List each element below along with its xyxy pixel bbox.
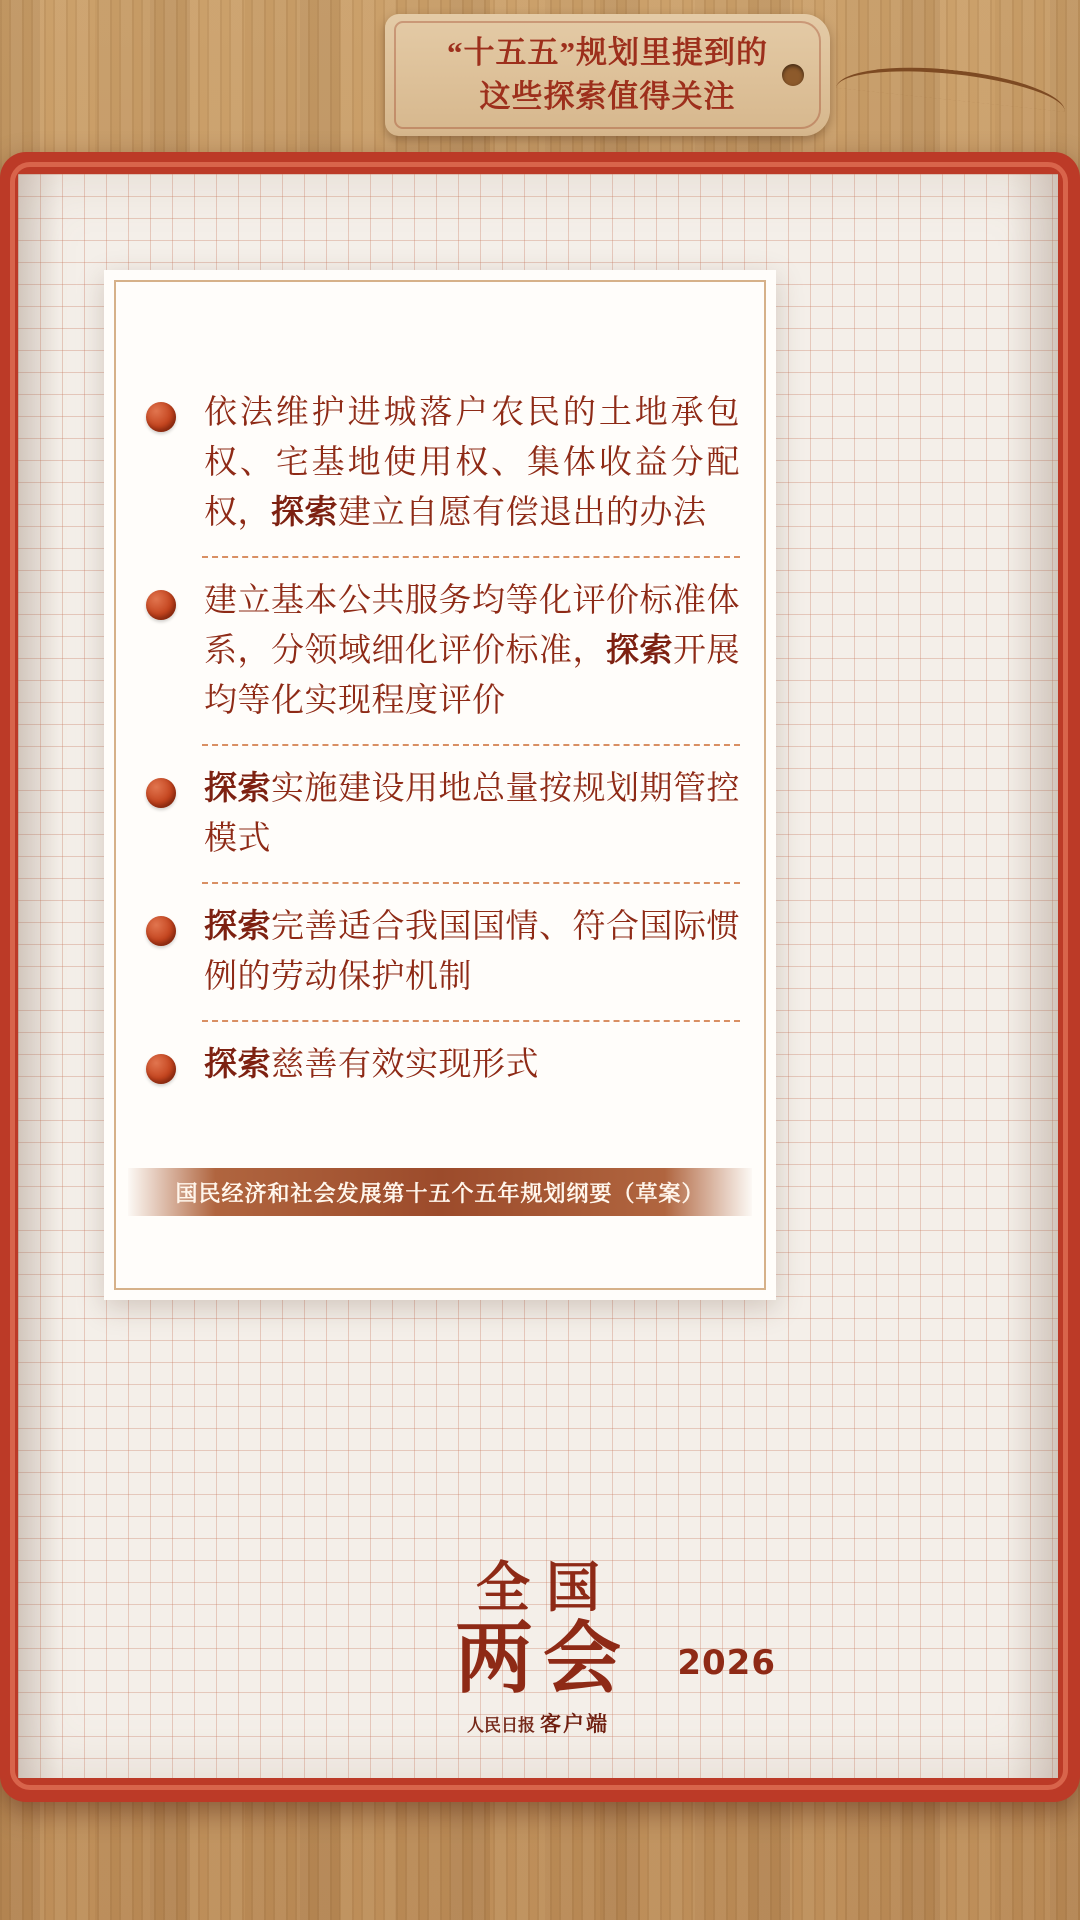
list-item-suffix: 完善适合我国国情、符合国际惯例的劳动保护机制 [204, 909, 740, 995]
tag-string-icon [836, 58, 1068, 112]
list-item-text [204, 764, 740, 864]
publisher-seal-icon: 人民日报 [467, 1716, 535, 1735]
tag-title-line1: “十五五”规划里提到的 [447, 35, 768, 70]
list-item-prefix: 依法维护进城落户农民的土地承包权、宅基地使用权、集体收益分配权， [204, 395, 740, 531]
logo-year: 2026 [677, 1643, 776, 1683]
grid-paper [18, 174, 1058, 1778]
logo-main-text [18, 1615, 1058, 1702]
list-item [144, 902, 740, 1002]
content-card [104, 270, 776, 1300]
source-bar: 国民经济和社会发展第十五个五年规划纲要（草案） [128, 1168, 752, 1216]
logo-top-text: 全国 [476, 1558, 616, 1618]
tag-inner-border [394, 21, 821, 129]
item-divider [202, 744, 740, 746]
list-item-keyword: 探索 [606, 633, 673, 669]
list-item [144, 1040, 740, 1090]
title-tag [385, 14, 855, 139]
item-divider [202, 556, 740, 558]
logo-footer [18, 1708, 1058, 1738]
list-item-prefix: 建立基本公共服务均等化评价标准体系，分领域细化评价标准， [204, 583, 740, 669]
list-item-suffix: 开展均等化实现程度评价 [204, 633, 740, 719]
list-item [144, 388, 740, 538]
bullet-icon [146, 590, 176, 620]
tag-card [385, 14, 830, 136]
list-item-suffix: 慈善有效实现形式 [271, 1047, 539, 1083]
list-item-text [204, 1040, 740, 1090]
list-item-text [204, 902, 740, 1002]
item-divider [202, 1020, 740, 1022]
list-item-keyword: 探索 [271, 495, 338, 531]
list-item-keyword: 探索 [204, 909, 271, 945]
list-item-text [204, 388, 740, 538]
list-item-suffix: 实施建设用地总量按规划期管控模式 [204, 771, 740, 857]
bullet-icon [146, 778, 176, 808]
list-item-suffix: 建立自愿有偿退出的办法 [338, 495, 707, 531]
bullet-icon [146, 916, 176, 946]
list-item [144, 576, 740, 726]
event-logo [18, 1558, 1058, 1738]
item-divider [202, 882, 740, 884]
tag-title-line2: 这些探索值得关注 [479, 79, 736, 114]
list-item [144, 764, 740, 864]
red-board [0, 152, 1080, 1802]
tag-hole-icon [782, 64, 804, 86]
logo-main-label: 两会 [454, 1615, 631, 1702]
list-item-text [204, 576, 740, 726]
content-list [144, 388, 740, 1090]
bullet-icon [146, 402, 176, 432]
publisher-label: 客户端 [540, 1712, 609, 1736]
list-item-keyword: 探索 [204, 1047, 271, 1083]
bullet-icon [146, 1054, 176, 1084]
list-item-keyword: 探索 [204, 771, 271, 807]
